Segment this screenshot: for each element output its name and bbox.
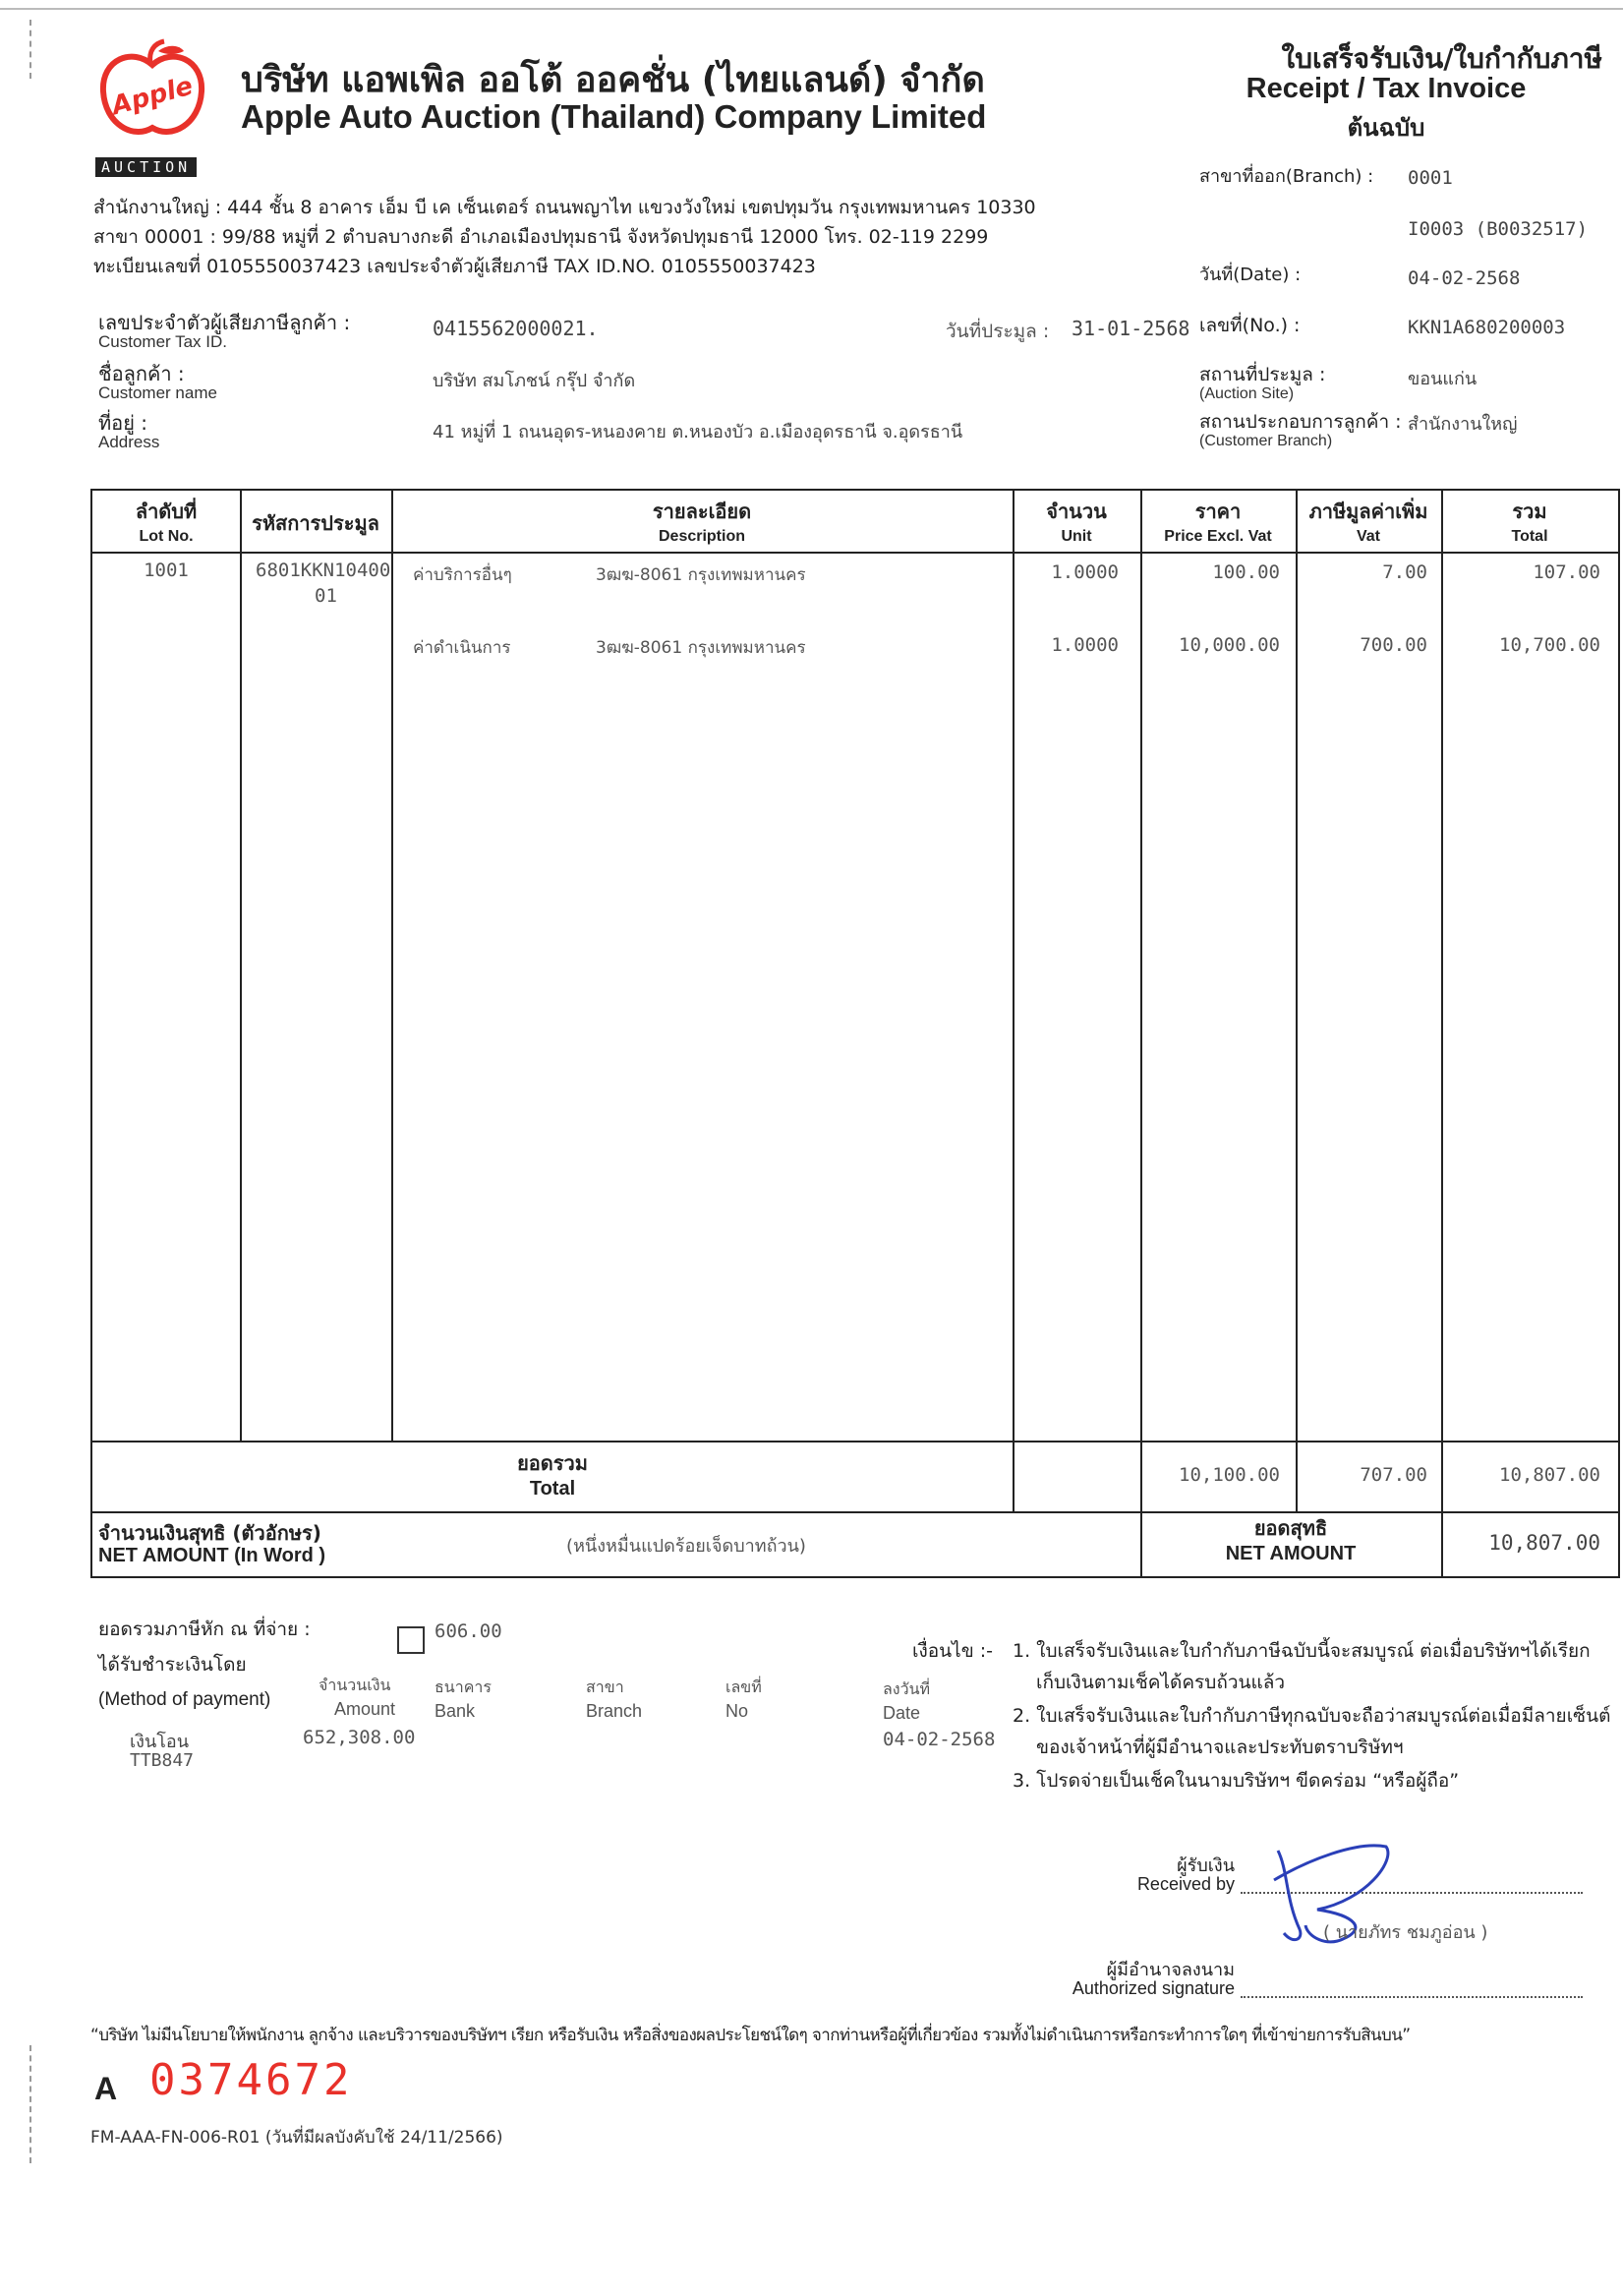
- bank-col-th: ธนาคาร: [435, 1678, 492, 1696]
- net-amount-value: 10,807.00: [1488, 1531, 1600, 1555]
- logo-badge: AUCTION: [95, 157, 197, 177]
- amount-col-en: Amount: [334, 1699, 396, 1719]
- payment-method-ref: TTB847: [130, 1750, 195, 1771]
- row1-code: 6801KKN10400: [256, 559, 391, 581]
- customer-taxid-label-en: Customer Tax ID.: [98, 332, 228, 351]
- auction-site-label-en: (Auction Site): [1199, 385, 1295, 402]
- received-by-name: ( นายภัทร ชมภูอ่อน ): [1323, 1922, 1488, 1943]
- condition-2-cont: ของเจ้าหน้าที่ผู้มีอำนาจและประทับตราบริษัทฯ: [1036, 1737, 1404, 1758]
- row2-item: ค่าดำเนินการ: [413, 638, 511, 658]
- received-by-th: ผู้รับเงิน: [1177, 1855, 1235, 1876]
- left-perforation: [29, 2045, 31, 2163]
- items-table: [90, 489, 1620, 1578]
- payment-amount-value: 652,308.00: [303, 1727, 416, 1748]
- branch-label: สาขาที่ออก(Branch) :: [1199, 166, 1374, 187]
- serial-prefix: A: [94, 2071, 118, 2106]
- auction-site-value: ขอนแก่น: [1408, 369, 1478, 389]
- method-label: (Method of payment): [98, 1689, 271, 1710]
- received-by-label: ได้รับชำระเงินโดย: [98, 1654, 247, 1676]
- row2-detail: 3ฒฆ-8061 กรุงเทพมหานคร: [596, 638, 806, 658]
- table-header-divider: [92, 552, 1618, 554]
- reference-value: I0003 (B0032517): [1408, 218, 1589, 240]
- customer-name-label-en: Customer name: [98, 383, 217, 402]
- branch-value: 0001: [1408, 167, 1453, 189]
- customer-name-value: บริษัท สมโภชน์ กรุ๊ป จำกัด: [433, 371, 636, 391]
- authorized-signature-line: [1241, 1996, 1583, 1998]
- authorized-th: ผู้มีอำนาจลงนาม: [1106, 1960, 1235, 1980]
- condition-2: 2. ใบเสร็จรับเงินและใบกำกับภาษีทุกฉบับจะถือว่าสมบูรณ์ต่อเมื่อมีลายเซ็นต์: [1013, 1705, 1611, 1727]
- condition-1: 1. ใบเสร็จรับเงินและใบกำกับภาษีฉบับนี้จะสมบูรณ์ ต่อเมื่อบริษัทฯได้เรียก: [1013, 1640, 1591, 1662]
- payment-method-value: เงินโอน: [130, 1732, 190, 1752]
- row1-total: 107.00: [1533, 561, 1600, 583]
- copy-label: ต้นฉบับ: [1347, 114, 1425, 142]
- address-label-en: Address: [98, 433, 160, 451]
- table-total-divider: [92, 1511, 1618, 1513]
- doc-title-en: Receipt / Tax Invoice: [1246, 73, 1527, 104]
- total-price: 10,100.00: [1179, 1464, 1280, 1486]
- header-unit: จำนวน Unit: [1046, 500, 1107, 545]
- customer-taxid-value: 0415562000021.: [433, 317, 599, 340]
- withholding-label: ยอดรวมภาษีหัก ณ ที่จ่าย :: [98, 1619, 311, 1640]
- bank-col-en: Bank: [435, 1701, 476, 1721]
- condition-3: 3. โปรดจ่ายเป็นเช็คในนามบริษัทฯ ขีดคร่อม “หรือผู้ถือ”: [1013, 1770, 1460, 1792]
- table-body-divider: [92, 1441, 1618, 1442]
- amount-col-th: จำนวนเงิน: [319, 1676, 391, 1694]
- received-by-en: Received by: [1136, 1874, 1235, 1894]
- no-col-en: No: [725, 1701, 749, 1721]
- handwritten-signature: [1248, 1831, 1406, 1969]
- serial-number: 0374672: [149, 2055, 353, 2105]
- row1-code-cont: 01: [315, 585, 337, 607]
- auction-date-value: 31-01-2568: [1072, 317, 1190, 340]
- address-head-office: สำนักงานใหญ่ : 444 ชั้น 8 อาคาร เอ็ม บี เค เซ็นเตอร์ ถนนพญาไท แขวงวังใหม่ เขตปทุมวัน กรุงเทพมหานคร 10330: [93, 197, 1036, 218]
- auction-date-label: วันที่ประมูล :: [946, 321, 1050, 342]
- header-price: ราคา Price Excl. Vat: [1164, 500, 1272, 545]
- customer-taxid-label-th: เลขประจำตัวผู้เสียภาษีลูกค้า :: [98, 311, 351, 334]
- withholding-checkbox: [397, 1626, 425, 1654]
- branch-col-th: สาขา: [586, 1678, 624, 1696]
- doc-no-label: เลขที่(No.) :: [1199, 315, 1301, 336]
- col-divider: [391, 491, 393, 1441]
- form-code: FM-AAA-FN-006-R01 (วันที่มีผลบังคับใช้ 24/11/2566): [90, 2128, 503, 2148]
- anti-bribery-policy: “บริษัท ไม่มีนโยบายให้พนักงาน ลูกจ้าง และบริวารของบริษัทฯ เรียก หรือรับเงิน หรือสิ่งของผลประโยชน์ใดๆ จากท่านหรือผู้ที่เกี่ยวข้อง รวมทั้งไม่ดำเนินการหรือกระทำการใดๆ ที่เข้าข่ายการรับสินบน”: [90, 2026, 1411, 2045]
- doc-title-th: ใบเสร็จรับเงิน/ใบกำกับภาษี: [1281, 42, 1602, 75]
- customer-branch-value: สำนักงานใหญ่: [1408, 414, 1518, 435]
- header-description: รายละเอียด Description: [652, 500, 752, 545]
- words-label-en: NET AMOUNT (In Word ): [98, 1545, 326, 1566]
- row1-price: 100.00: [1212, 561, 1280, 583]
- header-vat: ภาษีมูลค่าเพิ่ม Vat: [1308, 500, 1428, 545]
- auction-site-label-th: สถานที่ประมูล :: [1199, 364, 1326, 385]
- company-name-th: บริษัท แอพเพิล ออโต้ ออคชั่น (ไทยแลนด์) จำกัด: [241, 60, 985, 100]
- date-value: 04-02-2568: [1408, 267, 1521, 289]
- payment-date-value: 04-02-2568: [883, 1729, 996, 1750]
- customer-branch-label-en: (Customer Branch): [1199, 433, 1333, 449]
- conditions-label: เงื่อนไข :-: [912, 1640, 994, 1662]
- words-label-th: จำนวนเงินสุทธิ (ตัวอักษร): [98, 1521, 321, 1545]
- branch-col-en: Branch: [586, 1701, 643, 1721]
- tax-registration: ทะเบียนเลขที่ 0105550037423 เลขประจำตัวผู้เสียภาษี TAX ID.NO. 0105550037423: [93, 256, 816, 277]
- condition-1-cont: เก็บเงินตามเช็คได้ครบถ้วนแล้ว: [1036, 1672, 1286, 1693]
- net-amount-label: ยอดสุทธิ NET AMOUNT: [1225, 1516, 1357, 1564]
- row2-unit: 1.0000: [1051, 634, 1119, 656]
- company-logo: [93, 37, 211, 146]
- row2-vat: 700.00: [1360, 634, 1427, 656]
- col-divider: [240, 491, 242, 1441]
- date-col-th: ลงวันที่: [883, 1679, 931, 1698]
- customer-name-label-th: ชื่อลูกค้า :: [98, 362, 185, 385]
- company-name-en: Apple Auto Auction (Thailand) Company Limited: [241, 98, 987, 135]
- row1-lot: 1001: [144, 559, 189, 581]
- header-total: รวม Total: [1511, 500, 1548, 545]
- address-label-th: ที่อยู่ :: [98, 411, 148, 435]
- withholding-value: 606.00: [435, 1620, 502, 1642]
- row1-unit: 1.0000: [1051, 561, 1119, 583]
- logo-text: Apple: [108, 71, 197, 122]
- left-perforation: [29, 20, 31, 79]
- row1-detail: 3ฒฆ-8061 กรุงเทพมหานคร: [596, 565, 806, 585]
- date-label: วันที่(Date) :: [1199, 265, 1302, 285]
- customer-address-value: 41 หมู่ที่ 1 ถนนอุดร-หนองคาย ต.หนองบัว อ.เมืองอุดรธานี จ.อุดรธานี: [433, 422, 963, 442]
- header-lot: ลำดับที่ Lot No.: [135, 500, 198, 545]
- header-auction-code: รหัสการประมูล: [252, 511, 379, 535]
- row2-total: 10,700.00: [1499, 634, 1600, 656]
- total-vat: 707.00: [1360, 1464, 1427, 1486]
- doc-no-value: KKN1A680200003: [1408, 317, 1566, 338]
- net-amount-words: (หนึ่งหมื่นแปดร้อยเจ็ดบาทถ้วน): [566, 1536, 806, 1557]
- no-col-th: เลขที่: [725, 1678, 762, 1696]
- row2-price: 10,000.00: [1179, 634, 1280, 656]
- authorized-en: Authorized signature: [1072, 1978, 1235, 1998]
- row1-item: ค่าบริการอื่นๆ: [413, 565, 512, 585]
- page-top-edge: [0, 8, 1623, 10]
- total-label: ยอดรวม Total: [517, 1451, 588, 1500]
- row1-vat: 7.00: [1382, 561, 1427, 583]
- total-grand: 10,807.00: [1499, 1464, 1600, 1486]
- address-branch: สาขา 00001 : 99/88 หมู่ที่ 2 ตำบลบางกะดี อำเภอเมืองปทุมธานี จังหวัดปทุมธานี 12000 โทร. 02-119 2299: [93, 226, 989, 248]
- date-col-en: Date: [883, 1703, 921, 1723]
- customer-branch-label-th: สถานประกอบการลูกค้า :: [1199, 411, 1402, 433]
